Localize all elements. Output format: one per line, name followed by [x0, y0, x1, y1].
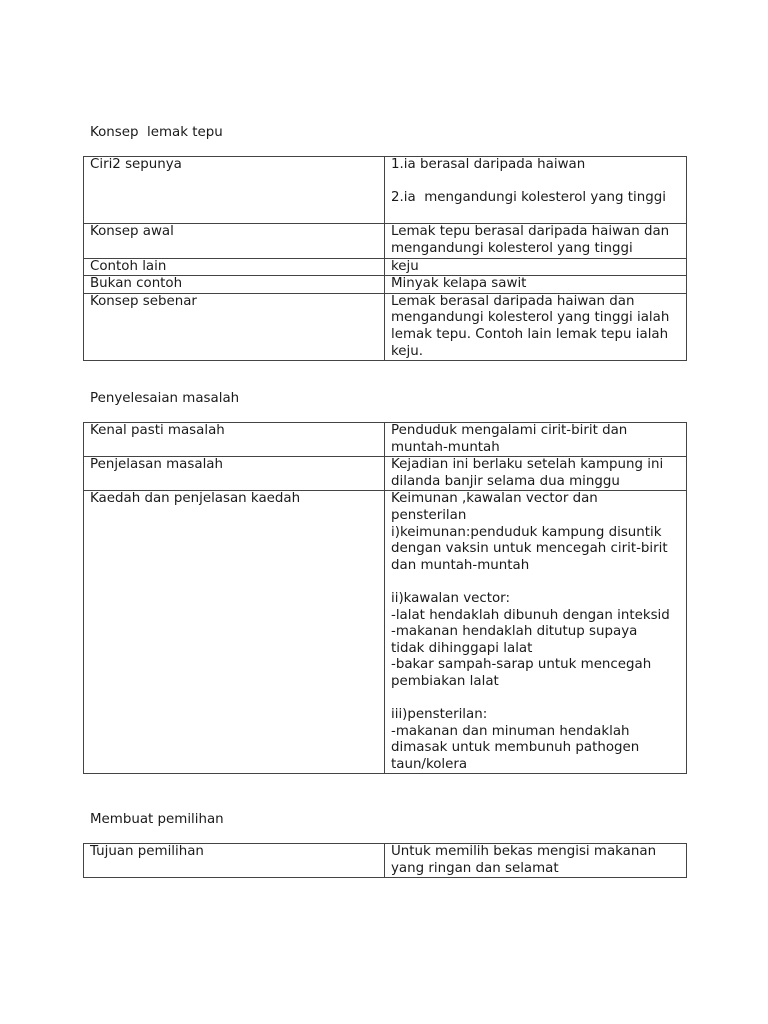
value-line: mengandungi kolesterol yang tinggi ialah	[391, 310, 670, 326]
value-line: muntah-muntah	[391, 439, 500, 455]
table-membuat-pemilihan	[83, 843, 687, 878]
value-line: Kejadian ini berlaku setelah kampung ini	[391, 457, 664, 473]
table-penyelesaian-masalah	[83, 422, 687, 774]
row-label: Kenal pasti masalah	[90, 423, 225, 438]
blank-line	[391, 174, 680, 191]
row-value-cell	[385, 224, 687, 258]
table-row	[84, 491, 687, 774]
value-line: -makanan hendaklah ditutup supaya	[391, 624, 638, 640]
value-line: dengan vaksin untuk mencegah cirit-birit	[391, 541, 668, 557]
value-line: pembiakan lalat	[391, 673, 499, 689]
value-line: Untuk memilih bekas mengisi makanan	[391, 844, 657, 859]
value-line: Lemak berasal daripada haiwan dan	[391, 293, 635, 309]
value-line: pensterilan	[391, 507, 467, 523]
row-label: Penjelasan masalah	[90, 457, 223, 473]
value-line: Minyak kelapa sawit	[391, 276, 527, 292]
row-label-cell	[84, 491, 385, 774]
table-row	[84, 423, 687, 457]
row-label: Tujuan pemilihan	[90, 844, 204, 859]
table-row	[84, 157, 687, 224]
value-line: Keimunan ,kawalan vector dan	[391, 491, 598, 507]
section-title-penyelesaian: Penyelesaian masalah	[90, 391, 240, 406]
value-line: dimasak untuk membunuh pathogen	[391, 740, 640, 756]
value-line: Lemak tepu berasal daripada haiwan dan	[391, 224, 670, 240]
row-label: Konsep sebenar	[90, 293, 197, 309]
value-line: dilanda banjir selama dua minggu	[391, 473, 620, 489]
value-line: lemak tepu. Contoh lain lemak tepu ialah	[391, 326, 669, 342]
value-line: keju	[391, 258, 419, 274]
row-label: Contoh lain	[90, 258, 167, 274]
row-label-cell	[84, 157, 385, 224]
table-row	[84, 258, 687, 276]
section-title-pemilihan: Membuat pemilihan	[90, 812, 224, 827]
row-value-cell	[385, 157, 687, 224]
row-label-cell	[84, 293, 385, 360]
value-line: ii)kawalan vector:	[391, 590, 510, 606]
row-label: Kaedah dan penjelasan kaedah	[90, 491, 301, 507]
section-title-konsep: Konsep lemak tepu	[90, 125, 223, 140]
value-line: -bakar sampah-sarap untuk mencegah	[391, 657, 652, 673]
row-value-cell	[385, 844, 687, 878]
table-row	[84, 457, 687, 491]
value-line: Penduduk mengalami cirit-birit dan	[391, 423, 628, 438]
value-line: taun/kolera	[391, 756, 468, 772]
value-line: 2.ia mengandungi kolesterol yang tinggi	[391, 190, 666, 206]
row-label-cell	[84, 258, 385, 276]
value-line: keju.	[391, 343, 423, 359]
blank-line	[391, 691, 680, 708]
blank-line	[391, 574, 680, 591]
table-row	[84, 293, 687, 360]
table-row	[84, 844, 687, 878]
blank-line	[391, 207, 680, 224]
row-label-cell	[84, 276, 385, 294]
row-value-cell	[385, 293, 687, 360]
row-value-cell	[385, 258, 687, 276]
row-label-cell	[84, 844, 385, 878]
row-label-cell	[84, 224, 385, 258]
row-value-cell	[385, 457, 687, 491]
value-line: 1.ia berasal daripada haiwan	[391, 157, 586, 172]
value-line: i)keimunan:penduduk kampung disuntik	[391, 524, 662, 540]
row-value-cell	[385, 276, 687, 294]
row-value-cell	[385, 423, 687, 457]
table-row	[84, 276, 687, 294]
row-label-cell	[84, 423, 385, 457]
value-line: mengandungi kolesterol yang tinggi	[391, 240, 633, 256]
value-line: -makanan dan minuman hendaklah	[391, 723, 630, 739]
row-value-cell	[385, 491, 687, 774]
table-konsep-lemak-tepu	[83, 156, 687, 361]
row-label: Ciri2 sepunya	[90, 157, 182, 172]
row-label: Konsep awal	[90, 224, 174, 240]
value-line: yang ringan dan selamat	[391, 860, 559, 876]
value-line: iii)pensterilan:	[391, 707, 488, 723]
row-label: Bukan contoh	[90, 276, 183, 292]
table-row	[84, 224, 687, 258]
value-line: -lalat hendaklah dibunuh dengan inteksid	[391, 607, 670, 623]
value-line: tidak dihinggapi lalat	[391, 640, 533, 656]
value-line: dan muntah-muntah	[391, 557, 530, 573]
row-label-cell	[84, 457, 385, 491]
